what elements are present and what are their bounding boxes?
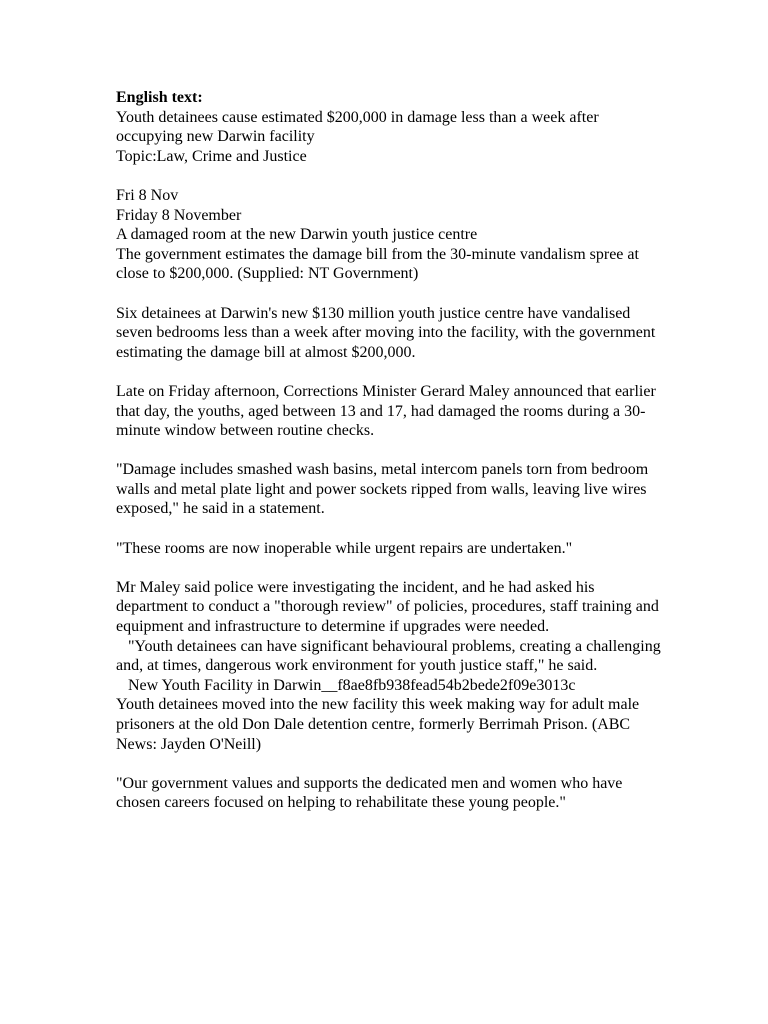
paragraph: "Youth detainees can have significant behavioural problems, creating a challenging and, at times, dangerous work environment for youth justice staff," he said. bbox=[116, 637, 665, 675]
document-heading: English text: bbox=[116, 89, 203, 106]
image-caption: Youth detainees moved into the new facility this week making way for adult male prisoners at the old Don Dale detention centre, formerly Berrimah Prison. (ABC News: Jayden O'Neill) bbox=[116, 696, 644, 753]
paragraph: Six detainees at Darwin's new $130 million youth justice centre have vandalised seven bedrooms less than a week after moving into the facility, with the government estimating the damage bill at almost $200,000. bbox=[116, 304, 660, 361]
spacer bbox=[116, 519, 661, 539]
photo-caption-text: The government estimates the damage bill from the 30-minute vandalism spree at close to $200,000. (Supplied: NT Government) bbox=[116, 245, 643, 283]
embedded-image-placeholder: New Youth Facility in Darwin__f8ae8fb938fead54b2bede2f09e3013c bbox=[116, 676, 576, 694]
article-headline: Youth detainees cause estimated $200,000 in damage less than a week after occupying new Darwin facility bbox=[116, 108, 603, 146]
article-topic: Topic:Law, Crime and Justice bbox=[116, 147, 307, 165]
spacer bbox=[116, 754, 661, 774]
paragraph: "Damage includes smashed wash basins, metal intercom panels torn from bedroom walls and metal plate light and power sockets ripped from walls, leaving live wires exposed," he said in a statement. bbox=[116, 461, 653, 518]
spacer bbox=[116, 362, 661, 382]
photo-caption-title: A damaged room at the new Darwin youth justice centre bbox=[116, 226, 478, 244]
paragraph: "Our government values and supports the dedicated men and women who have chosen careers focused on helping to rehabilitate these young people." bbox=[116, 774, 627, 812]
spacer bbox=[116, 558, 661, 578]
article-date-short: Fri 8 Nov bbox=[116, 186, 179, 204]
document-body bbox=[116, 88, 665, 813]
paragraph: "These rooms are now inoperable while urgent repairs are undertaken." bbox=[116, 539, 573, 557]
paragraph: Mr Maley said police were investigating the incident, and he had asked his department to conduct a "thorough review" of policies, procedures, staff training and equipment and infrastructure to determine if upgrades were needed. bbox=[116, 578, 663, 636]
article-date-long: Friday 8 November bbox=[116, 206, 242, 224]
spacer bbox=[116, 166, 661, 186]
spacer bbox=[116, 441, 661, 461]
spacer bbox=[116, 284, 661, 304]
paragraph: Late on Friday afternoon, Corrections Minister Gerard Maley announced that earlier that day, the youths, aged between 13 and 17, had damaged the rooms during a 30-minute window between routine checks. bbox=[116, 382, 660, 440]
